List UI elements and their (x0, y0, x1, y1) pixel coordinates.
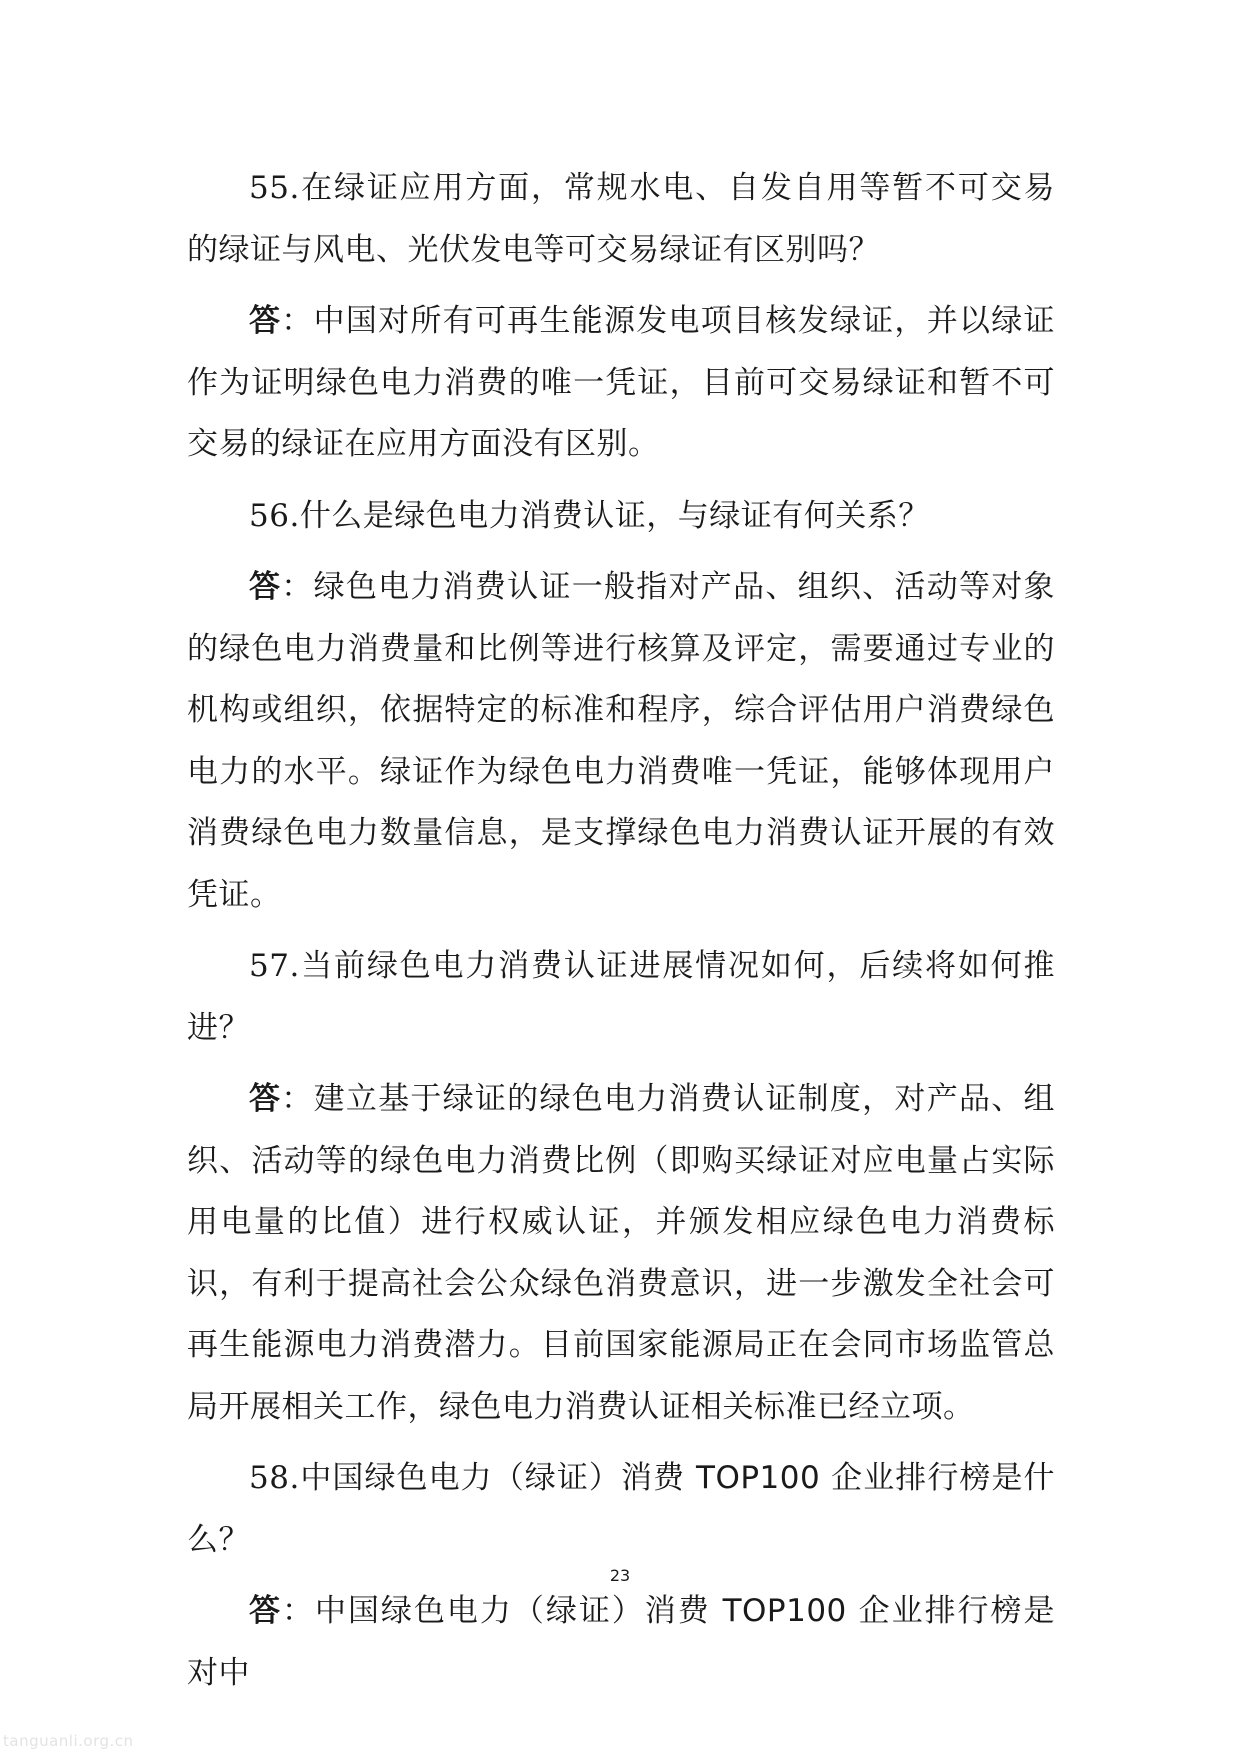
page-number: 23 (609, 1566, 631, 1585)
answer-label: 答 (249, 1593, 282, 1629)
answer-separator: ： (281, 1081, 314, 1117)
question-number: 58. (249, 1460, 300, 1496)
document-body (187, 158, 1055, 1714)
answer-label: 答 (249, 569, 282, 605)
answer-58 (187, 1581, 1055, 1704)
answer-56 (187, 557, 1055, 926)
answer-separator: ： (281, 569, 314, 605)
question-56 (187, 486, 1055, 548)
answer-text: 绿色电力消费认证一般指对产品、组织、活动等对象的绿色电力消费量和比例等进行核算及评定，需要通过专业的机构或组织，依据特定的标准和程序，综合评估用户消费绿色电力的水平。绿证作为绿色电力消费唯一凭证，能够体现用户消费绿色电力数量信息，是支撑绿色电力消费认证开展的有效凭证。 (187, 569, 1056, 913)
question-text: 什么是绿色电力消费认证，与绿证有何关系？ (299, 497, 930, 534)
answer-label: 答 (249, 1081, 282, 1117)
answer-57 (187, 1069, 1055, 1438)
question-58 (187, 1448, 1055, 1571)
answer-separator: ： (281, 303, 314, 339)
answer-55 (187, 291, 1055, 476)
question-text: 中国绿色电力（绿证）消费 TOP100 企业排行榜是什么？ (187, 1460, 1055, 1558)
question-text: 在绿证应用方面，常规水电、自发自用等暂不可交易的绿证与风电、光伏发电等可交易绿证有区别吗？ (187, 170, 1055, 268)
watermark: tanguanli.org.cn (3, 1732, 134, 1750)
question-number: 56. (249, 497, 300, 534)
question-57 (187, 936, 1055, 1059)
answer-text: 建立基于绿证的绿色电力消费认证制度，对产品、组织、活动等的绿色电力消费比例（即购买绿证对应电量占实际用电量的比值）进行权威认证，并颁发相应绿色电力消费标识，有利于提高社会公众绿色消费意识，进一步激发全社会可再生能源电力消费潜力。目前国家能源局正在会同市场监管总局开展相关工作，绿色电力消费认证相关标准已经立项。 (187, 1081, 1056, 1425)
question-text: 当前绿色电力消费认证进展情况如何，后续将如何推进？ (187, 948, 1055, 1046)
question-number: 57. (249, 948, 300, 984)
answer-separator: ： (281, 1593, 315, 1629)
answer-text: 中国绿色电力（绿证）消费 TOP100 企业排行榜是对中 (187, 1593, 1056, 1691)
answer-text: 中国对所有可再生能源发电项目核发绿证，并以绿证作为证明绿色电力消费的唯一凭证，目前可交易绿证和暂不可交易的绿证在应用方面没有区别。 (187, 303, 1056, 462)
answer-label: 答 (249, 303, 282, 339)
question-55 (187, 158, 1055, 281)
question-number: 55. (249, 170, 300, 206)
